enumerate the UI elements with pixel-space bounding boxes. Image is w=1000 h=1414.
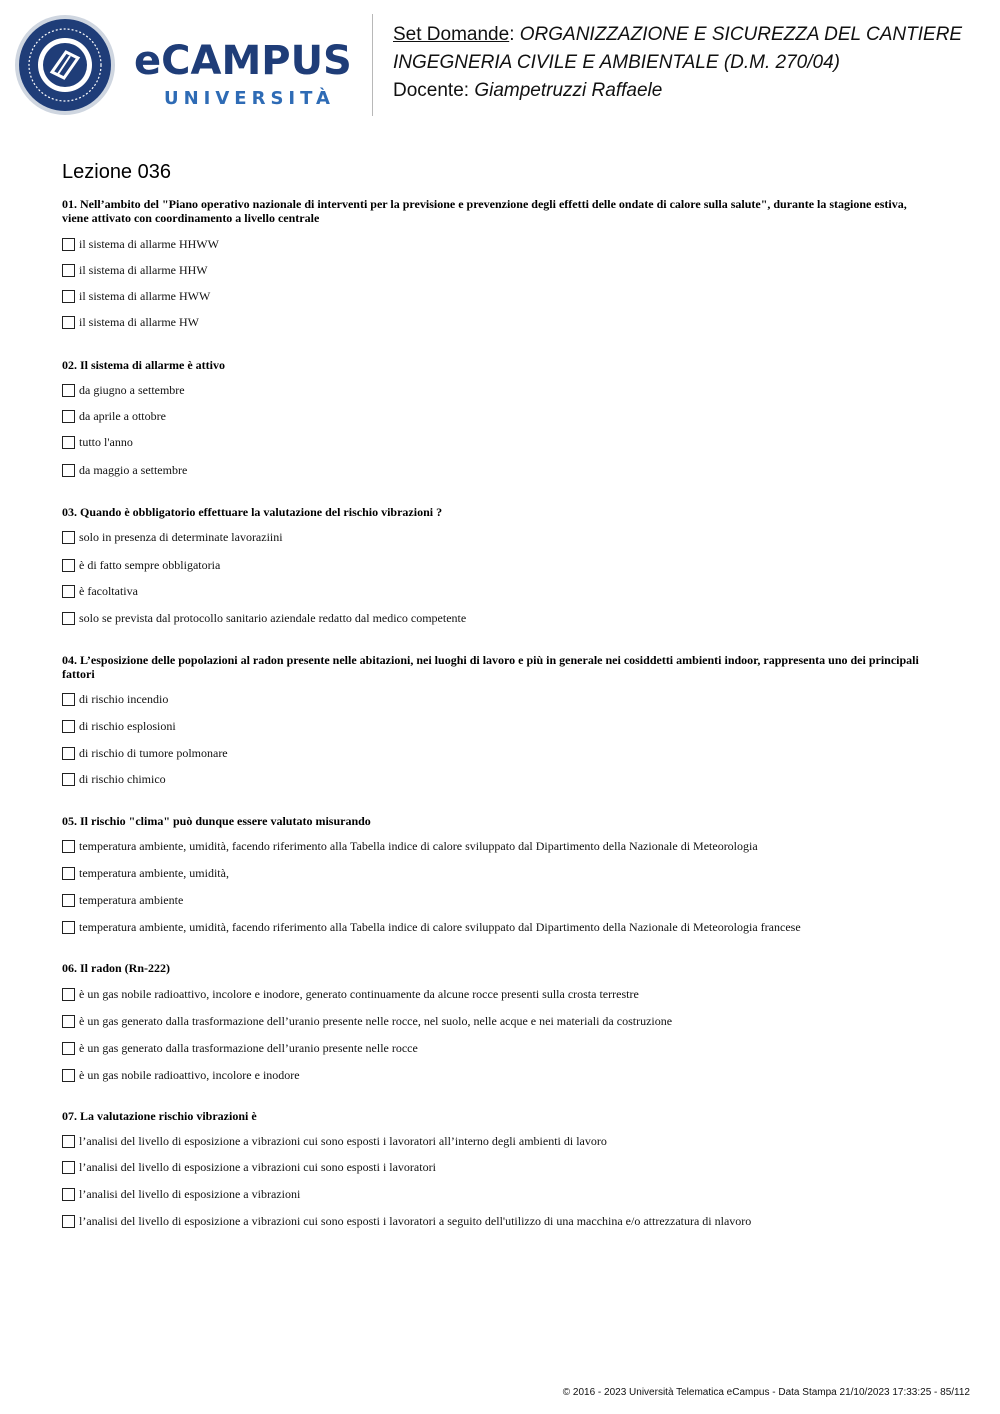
answer-text: da maggio a settembre — [79, 462, 188, 477]
checkbox[interactable] — [62, 1015, 75, 1028]
answer-option[interactable] — [62, 1040, 418, 1056]
checkbox[interactable] — [62, 1215, 75, 1228]
answer-text: è di fatto sempre obbligatoria — [79, 557, 221, 572]
answer-text: l’analisi del livello di esposizione a vibrazioni cui sono esposti i lavoratori a seguito dell'utilizzo di una macchina e/o attrezzatura di nlavoro — [79, 1213, 752, 1228]
question-text: 07. La valutazione rischio vibrazioni è — [62, 1109, 257, 1123]
checkbox[interactable] — [62, 720, 75, 733]
ecampus-wordmark-subtitle: UNIVERSITÀ — [164, 88, 335, 109]
answer-text: temperatura ambiente, umidità, — [79, 865, 229, 880]
answer-option[interactable] — [62, 691, 168, 707]
answer-text: di rischio di tumore polmonare — [79, 745, 228, 760]
answer-text: solo se prevista dal protocollo sanitario aziendale redatto dal medico competente — [79, 610, 467, 625]
checkbox[interactable] — [62, 693, 75, 706]
checkbox[interactable] — [62, 1069, 75, 1082]
answer-option[interactable] — [62, 434, 133, 450]
answer-text: l’analisi del livello di esposizione a vibrazioni cui sono esposti i lavoratori — [79, 1159, 436, 1174]
checkbox[interactable] — [62, 464, 75, 477]
answer-option[interactable] — [62, 236, 219, 252]
answer-option[interactable] — [62, 583, 138, 599]
page-footer: © 2016 - 2023 Università Telematica eCampus - Data Stampa 21/10/2023 17:33:25 - 85/112 — [562, 1387, 970, 1398]
answer-option[interactable] — [62, 771, 166, 787]
checkbox[interactable] — [62, 894, 75, 907]
checkbox[interactable] — [62, 290, 75, 303]
checkbox[interactable] — [62, 585, 75, 598]
answer-option[interactable] — [62, 1213, 751, 1229]
checkbox[interactable] — [62, 1042, 75, 1055]
answer-option[interactable] — [62, 557, 220, 573]
answer-text: il sistema di allarme HHWW — [79, 236, 219, 251]
lesson-title: Lezione 036 — [62, 161, 171, 183]
answer-option[interactable] — [62, 1186, 300, 1202]
checkbox[interactable] — [62, 264, 75, 277]
checkbox[interactable] — [62, 1135, 75, 1148]
checkbox[interactable] — [62, 867, 75, 880]
answer-option[interactable] — [62, 919, 801, 935]
checkbox[interactable] — [62, 1161, 75, 1174]
set-value: ORGANIZZAZIONE E SICUREZZA DEL CANTIERE — [519, 24, 963, 45]
answer-option[interactable] — [62, 718, 176, 734]
checkbox[interactable] — [62, 988, 75, 1001]
question-text: 04. L’esposizione delle popolazioni al radon presente nelle abitazioni, nei luoghi di lavoro e più in generale nei cosiddetti ambienti indoor, rappresenta uno dei principali fattori — [62, 653, 919, 681]
answer-text: temperatura ambiente — [79, 892, 184, 907]
answer-option[interactable] — [62, 1159, 436, 1175]
answer-text: da aprile a ottobre — [79, 408, 166, 423]
teacher-label: Docente: — [393, 80, 470, 101]
teacher-name: Giampetruzzi Raffaele — [474, 80, 663, 101]
question-text: 03. Quando è obbligatorio effettuare la valutazione del rischio vibrazioni ? — [62, 505, 443, 519]
answer-option[interactable] — [62, 1013, 672, 1029]
header-divider — [372, 14, 373, 116]
answer-text: è un gas nobile radioattivo, incolore e inodore — [79, 1067, 300, 1082]
checkbox[interactable] — [62, 238, 75, 251]
answer-text: l’analisi del livello di esposizione a vibrazioni — [79, 1186, 301, 1201]
checkbox[interactable] — [62, 612, 75, 625]
answer-text: è un gas generato dalla trasformazione dell’uranio presente nelle rocce — [79, 1040, 418, 1055]
set-line: Set Domande: ORGANIZZAZIONE E SICUREZZA DEL CANTIERE — [393, 24, 963, 45]
answer-text: solo in presenza di determinate lavoraziini — [79, 529, 283, 544]
answer-text: il sistema di allarme HWW — [79, 288, 211, 303]
answer-text: il sistema di allarme HHW — [79, 262, 208, 277]
answer-text: l’analisi del livello di esposizione a vibrazioni cui sono esposti i lavoratori all’interno degli ambienti di lavoro — [79, 1133, 607, 1148]
answer-option[interactable] — [62, 462, 187, 478]
checkbox[interactable] — [62, 436, 75, 449]
answer-option[interactable] — [62, 262, 208, 278]
checkbox[interactable] — [62, 531, 75, 544]
course-line: INGEGNERIA CIVILE E AMBIENTALE (D.M. 270/04) — [393, 52, 840, 73]
checkbox[interactable] — [62, 773, 75, 786]
checkbox[interactable] — [62, 747, 75, 760]
checkbox[interactable] — [62, 384, 75, 397]
answer-option[interactable] — [62, 610, 466, 626]
answer-option[interactable] — [62, 838, 758, 854]
answer-option[interactable] — [62, 745, 228, 761]
question-text: 05. Il rischio "clima" può dunque essere valutato misurando — [62, 814, 371, 828]
answer-option[interactable] — [62, 986, 639, 1002]
header-info — [393, 21, 993, 105]
answer-text: è un gas nobile radioattivo, incolore e inodore, generato continuamente da alcune rocce presenti sulla crosta terrestre — [79, 986, 639, 1001]
question-text: 02. Il sistema di allarme è attivo — [62, 358, 225, 372]
answer-option[interactable] — [62, 1067, 300, 1083]
answer-option[interactable] — [62, 408, 166, 424]
checkbox[interactable] — [62, 559, 75, 572]
answer-text: da giugno a settembre — [79, 382, 185, 397]
answer-text: è un gas generato dalla trasformazione dell’uranio presente nelle rocce, nel suolo, nelle acque e nei materiali da costruzione — [79, 1013, 673, 1028]
teacher-line — [393, 77, 993, 105]
checkbox[interactable] — [62, 840, 75, 853]
answer-text: di rischio esplosioni — [79, 718, 176, 733]
question-text: 06. Il radon (Rn-222) — [62, 961, 171, 975]
answer-option[interactable] — [62, 529, 283, 545]
checkbox[interactable] — [62, 1188, 75, 1201]
answer-text: tutto l'anno — [79, 434, 133, 449]
answer-text: temperatura ambiente, umidità, facendo riferimento alla Tabella indice di calore sviluppato dal Dipartimento della Nazionale di Meteorologia — [79, 838, 758, 853]
ecampus-wordmark — [134, 38, 352, 84]
set-label: Set Domande — [393, 24, 510, 45]
page-header — [0, 0, 1000, 130]
university-seal-logo — [14, 14, 116, 116]
answer-option[interactable] — [62, 382, 185, 398]
question-text: 01. Nell’ambito del "Piano operativo nazionale di interventi per la previsione e prevenzione degli effetti delle ondate di calore sulla salute", durante la stagione estiva, viene attivato con coordinamento a livello centrale — [62, 197, 907, 225]
answer-text: è facoltativa — [79, 583, 138, 598]
checkbox[interactable] — [62, 921, 75, 934]
answer-option[interactable] — [62, 865, 229, 881]
answer-option[interactable] — [62, 892, 183, 908]
answer-text: il sistema di allarme HW — [79, 314, 199, 329]
checkbox[interactable] — [62, 410, 75, 423]
answer-text: temperatura ambiente, umidità, facendo riferimento alla Tabella indice di calore sviluppato dal Dipartimento della Nazionale di Meteorologia francese — [79, 919, 801, 934]
checkbox[interactable] — [62, 316, 75, 329]
answer-text: di rischio incendio — [79, 691, 169, 706]
answer-option[interactable] — [62, 288, 210, 304]
answer-option[interactable] — [62, 1133, 607, 1149]
ecampus-wordmark-text: eCAMPUS — [134, 38, 352, 84]
answer-option[interactable] — [62, 314, 199, 330]
answer-text: di rischio chimico — [79, 771, 166, 786]
